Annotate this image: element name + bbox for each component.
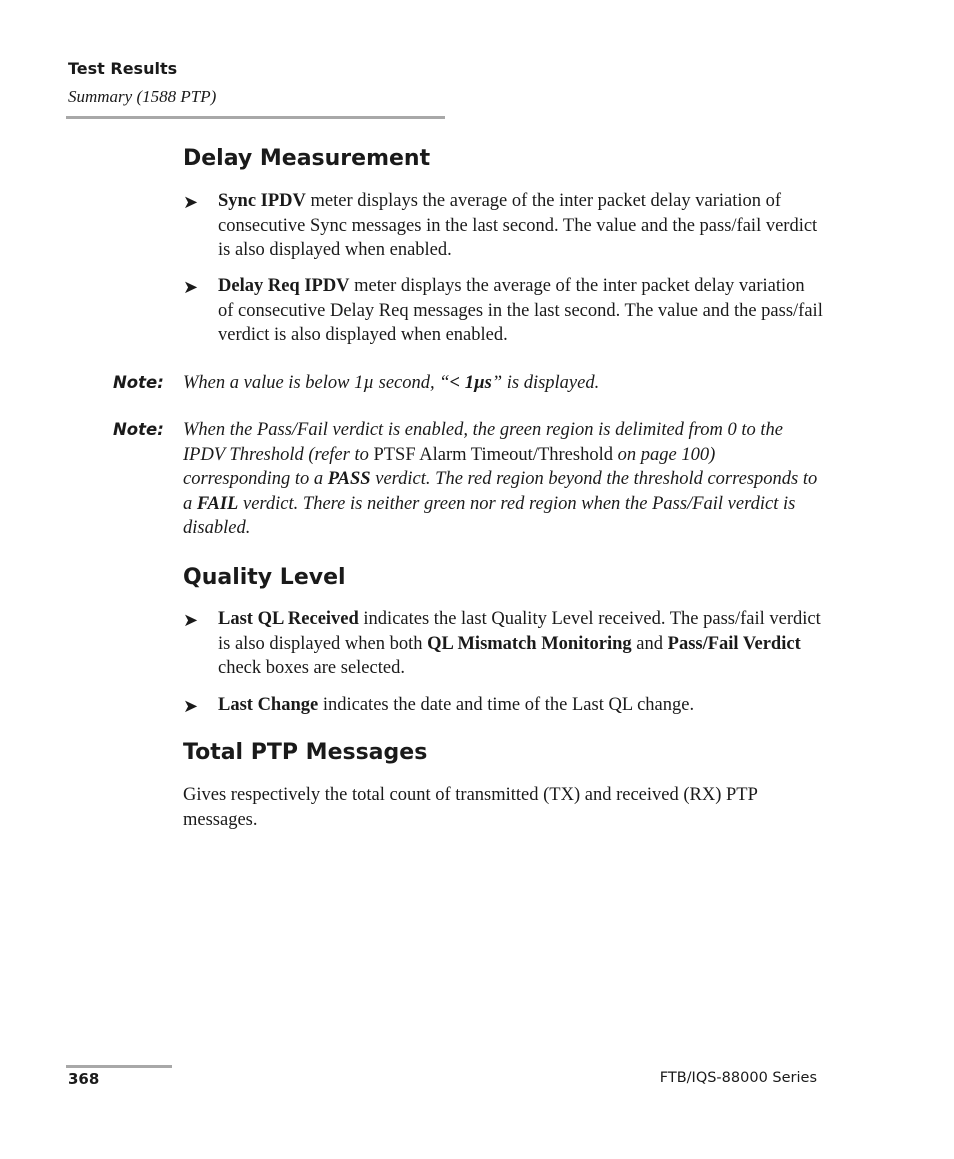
- note-text: verdict. There is neither green nor red region when the Pass/Fail verdict is disabled.: [183, 493, 796, 538]
- heading-quality-level: Quality Level: [183, 565, 346, 590]
- term-last-change: Last Change: [218, 695, 319, 715]
- section-subtitle: Summary (1588 PTP): [68, 87, 217, 106]
- bullet-delay-req-ipdv: [183, 274, 823, 348]
- term-delay-req-ipdv: Delay Req IPDV: [218, 276, 350, 296]
- bullet-sync-ipdv: [183, 189, 823, 263]
- bullet-text: meter displays the average of the inter packet delay variation of consecutive Delay Req messages in the last second. The value and the pass/fail verdict is also displayed when enabled.: [218, 276, 823, 345]
- term-ql-mismatch-monitoring: QL Mismatch Monitoring: [427, 633, 632, 654]
- note-bold-fail: FAIL: [196, 493, 239, 514]
- note-label: Note:: [113, 420, 164, 439]
- bullet-text: check boxes are selected.: [218, 658, 405, 678]
- note-bold-pass: PASS: [327, 469, 371, 489]
- note-value-below: [113, 371, 823, 396]
- bullet-text: meter displays the average of the inter packet delay variation of consecutive Sync messages in the last second. The value and the pass/fail verdict is also displayed when enabled.: [218, 191, 818, 260]
- footer-divider: [66, 1065, 172, 1068]
- arrow-bullet-icon: ➤: [183, 192, 199, 212]
- term-pass-fail-verdict: Pass/Fail Verdict: [667, 633, 801, 654]
- heading-delay-measurement: Delay Measurement: [183, 146, 431, 171]
- term-sync-ipdv: Sync IPDV: [218, 191, 306, 211]
- heading-total-ptp-messages: Total PTP Messages: [183, 740, 428, 765]
- note-bold-value: < 1µs: [449, 373, 492, 393]
- bullet-text: indicates the last Quality Level received. The pass/fail verdict is also displayed when both: [218, 609, 821, 654]
- arrow-bullet-icon: ➤: [183, 277, 199, 297]
- note-text: verdict. The red region beyond the threshold corresponds to a: [183, 469, 818, 514]
- section-title: Test Results: [68, 59, 178, 78]
- arrow-bullet-icon: ➤: [183, 696, 199, 716]
- header-divider: [66, 116, 445, 119]
- total-ptp-paragraph: Gives respectively the total count of transmitted (TX) and received (RX) PTP messages.: [183, 785, 758, 830]
- note-text: When the Pass/Fail verdict is enabled, the green region is delimited from 0 to the IPDV Threshold (refer to: [183, 420, 783, 465]
- bullet-last-ql-received: [183, 607, 823, 681]
- note-text: ” is displayed.: [491, 373, 600, 393]
- cross-reference-link[interactable]: PTSF Alarm Timeout/Threshold: [373, 444, 613, 465]
- bullet-last-change: [183, 693, 823, 718]
- product-name: FTB/IQS-88000 Series: [659, 1070, 817, 1086]
- arrow-bullet-icon: ➤: [183, 610, 199, 630]
- page-number: 368: [68, 1070, 100, 1088]
- note-text: on page 100) corresponding to a: [183, 444, 716, 489]
- term-last-ql-received: Last QL Received: [218, 609, 359, 629]
- note-label: Note:: [113, 373, 164, 392]
- note-pass-fail: [113, 418, 823, 541]
- note-text: When a value is below 1µ second, “: [183, 373, 450, 393]
- bullet-text: and: [631, 633, 668, 654]
- bullet-text: indicates the date and time of the Last QL change.: [318, 695, 695, 715]
